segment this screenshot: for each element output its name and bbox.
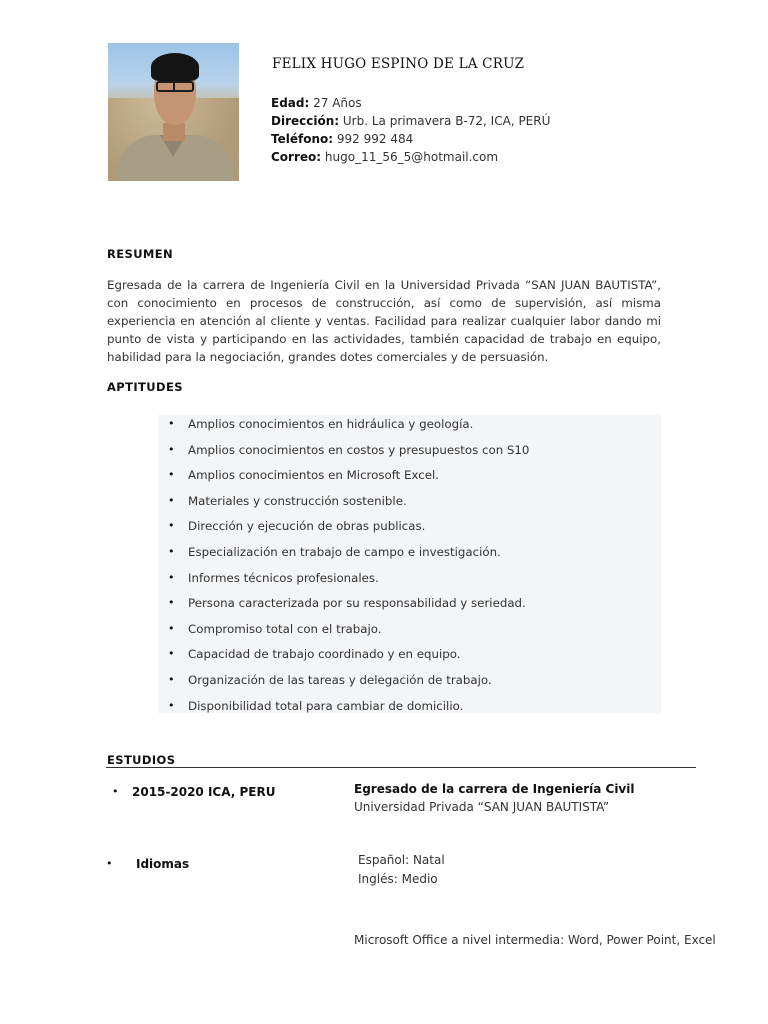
- candidate-name: FELIX HUGO ESPINO DE LA CRUZ: [272, 56, 525, 72]
- profile-photo: [108, 43, 239, 181]
- list-item: [158, 620, 661, 646]
- address-value: Urb. La primavera B-72, ICA, PERÚ: [342, 114, 551, 128]
- list-bullet: •: [168, 698, 175, 712]
- list-item: [158, 645, 661, 671]
- address-line: [271, 114, 550, 128]
- age-label: Edad:: [271, 96, 310, 110]
- aptitude-text: Organización de las tareas y delegación de trabajo.: [188, 672, 492, 687]
- list-bullet: •: [168, 570, 175, 584]
- aptitude-text: Amplios conocimientos en hidráulica y geología.: [188, 417, 474, 431]
- list-bullet: •: [168, 621, 175, 635]
- aptitudes-heading: APTITUDES: [107, 380, 183, 394]
- email-line: [271, 150, 498, 164]
- list-bullet: •: [106, 857, 113, 870]
- university-name: Universidad Privada “SAN JUAN BAUTISTA”: [354, 800, 610, 814]
- aptitude-text: Amplios conocimientos en costos y presupuestos con S10: [188, 442, 530, 457]
- aptitude-text: Capacidad de trabajo coordinado y en equipo.: [188, 647, 461, 662]
- list-item: [158, 594, 661, 620]
- aptitude-text: Compromiso total con el trabajo.: [188, 621, 382, 636]
- aptitudes-list: [158, 415, 661, 722]
- list-item: [158, 569, 661, 595]
- list-bullet: •: [112, 785, 119, 798]
- phone-label: Teléfono:: [271, 132, 334, 146]
- list-bullet: •: [168, 647, 175, 661]
- aptitude-text: Materiales y construcción sostenible.: [188, 493, 407, 508]
- aptitude-text: Disponibilidad total para cambiar de domicilio.: [188, 698, 464, 713]
- list-bullet: •: [168, 672, 175, 686]
- list-item: [158, 671, 661, 697]
- aptitude-text: Dirección y ejecución de obras publicas.: [188, 519, 426, 534]
- language-english: Inglés: Medio: [358, 872, 438, 886]
- list-item: [158, 543, 661, 569]
- list-bullet: •: [168, 468, 175, 482]
- age-line: [271, 96, 362, 110]
- degree-title: Egresado de la carrera de Ingeniería Civil: [354, 782, 635, 796]
- resumen-heading: RESUMEN: [107, 247, 174, 261]
- list-item: [158, 492, 661, 518]
- list-bullet: •: [168, 442, 175, 456]
- resumen-text: Egresada de la carrera de Ingeniería Civil en la Universidad Privada “SAN JUAN BAUTISTA”, con conocimiento en procesos de construcción, así como de supervisión, así misma experiencia en atención al cliente y ventas. Facilidad para realizar cualquier labor dando mi punto de vista y participando en las actividades, también capacidad de trabajo en equipo, habilidad para la negociación, grandes dotes comerciales y de persuasión.: [107, 278, 661, 364]
- office-skills: Microsoft Office a nivel intermedia: Word, Power Point, Excel: [354, 933, 716, 947]
- email-value: hugo_11_56_5@hotmail.com: [324, 150, 499, 164]
- idiomas-label: Idiomas: [136, 857, 190, 871]
- aptitude-text: Especialización en trabajo de campo e investigación.: [188, 544, 501, 559]
- list-bullet: •: [168, 417, 175, 430]
- list-item: [158, 517, 661, 543]
- estudios-heading: ESTUDIOS: [107, 753, 176, 767]
- list-bullet: •: [168, 493, 175, 507]
- age-value: 27 Años: [313, 96, 362, 110]
- phone-value: 992 992 484: [336, 132, 414, 146]
- aptitude-text: Persona caracterizada por su responsabilidad y seriedad.: [188, 596, 526, 611]
- email-label: Correo:: [271, 150, 322, 164]
- estudios-divider: [106, 767, 696, 768]
- list-bullet: •: [168, 596, 175, 610]
- aptitude-text: Amplios conocimientos en Microsoft Excel.: [188, 468, 440, 483]
- study-period: 2015-2020 ICA, PERU: [132, 785, 276, 799]
- list-item: [158, 466, 661, 492]
- list-item: [158, 415, 661, 441]
- address-label: Dirección:: [271, 114, 340, 128]
- list-bullet: •: [168, 544, 175, 558]
- aptitude-text: Informes técnicos profesionales.: [188, 570, 379, 585]
- list-bullet: •: [168, 519, 175, 533]
- list-item: [158, 441, 661, 467]
- phone-line: [271, 132, 413, 146]
- language-spanish: Español: Natal: [358, 853, 445, 867]
- list-item: [158, 697, 661, 723]
